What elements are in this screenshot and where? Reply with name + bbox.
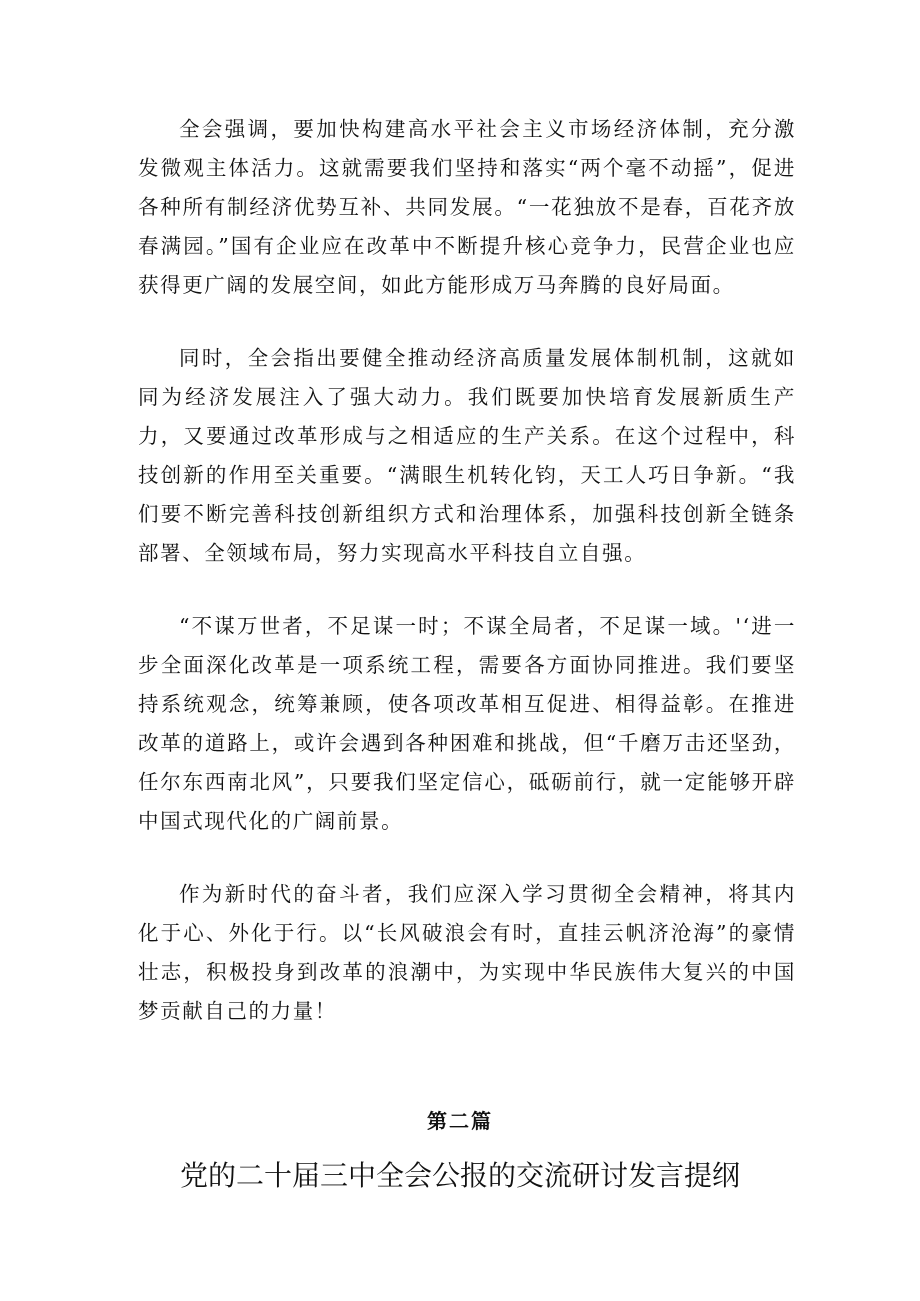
paragraph-3: “不谋万世者，不足谋一时；不谋全局者，不足谋一域。'‘进一步全面深化改革是一项系统工程，需要各方面协同推进。我们要坚持系统观念，统筹兼顾，使各项改革相互促进、相得益彰。在推进改革的道路上，或许会遇到各种困难和挑战，但“千磨万击还坚劲，任尔东西南北风”，只要我们坚定信心，砥砺前行，就一定能够开辟中国式现代化的广阔前景。 xyxy=(138,614,796,833)
paragraph-2: 同时，全会指出要健全推动经济高质量发展体制机制，这就如同为经济发展注入了强大动力。我们既要加快培育发展新质生产力，又要通过改革形成与之相适应的生产关系。在这个过程中，科技创新的作用至关重要。“满眼生机转化钧，天工人巧日争新。“我们要不断完善科技创新组织方式和治理体系，加强科技创新全链条部署、全领域布局，努力实现高水平科技自立自强。 xyxy=(138,346,796,565)
document-title: 党的二十届三中全会公报的交流研讨发言提纲 xyxy=(179,1159,740,1192)
document-body xyxy=(138,110,796,1065)
paragraph-4: 作为新时代的奋斗者，我们应深入学习贯彻全会精神，将其内化于心、外化于行。以“长风破浪会有时，直挂云帆济沧海”的豪情壮志，积极投身到改革的浪潮中，为实现中华民族伟大复兴的中国梦贡献自己的力量！ xyxy=(138,882,796,1023)
section-label: 第二篇 xyxy=(427,1109,493,1133)
paragraph-1: 全会强调，要加快构建高水平社会主义市场经济体制，充分激发微观主体活力。这就需要我们坚持和落实“两个毫不动摇”，促进各种所有制经济优势互补、共同发展。“一花独放不是春，百花齐放春满园。”国有企业应在改革中不断提升核心竞争力，民营企业也应获得更广阔的发展空间，如此方能形成万马奔腾的良好局面。 xyxy=(138,117,796,297)
